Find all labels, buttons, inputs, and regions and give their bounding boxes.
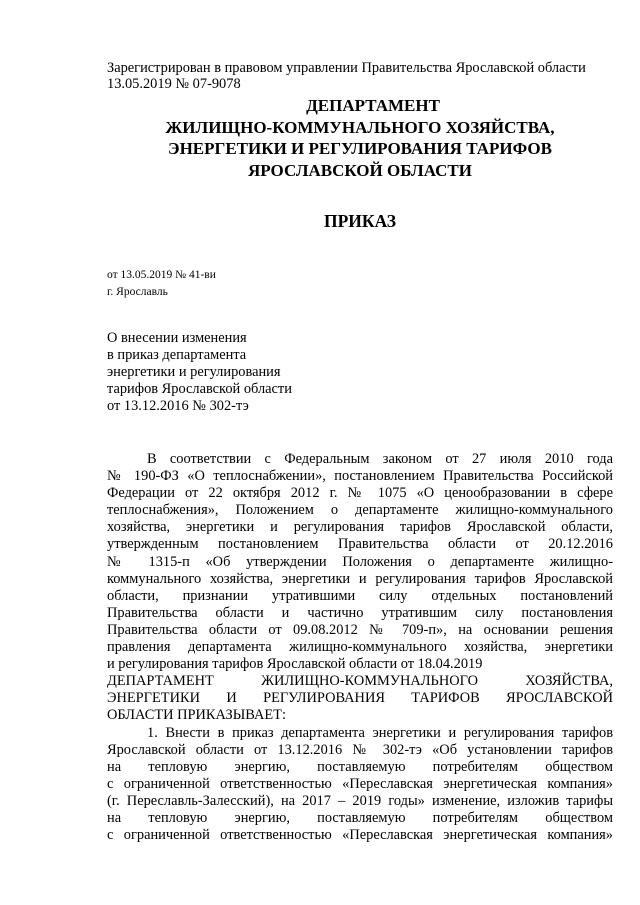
header-line: ЯРОСЛАВСКОЙ ОБЛАСТИ [248, 160, 472, 180]
order-subject [107, 330, 292, 415]
body-line: области, признании утратившими силу отдельных постановлений [107, 587, 613, 604]
body-line: ОБЛАСТИ ПРИКАЗЫВАЕТ: [107, 707, 286, 724]
order-date-block [107, 267, 216, 301]
body-line: Правительства области от 09.08.2012 № 709-п», на основании решения [107, 621, 613, 638]
body-line: и регулирования тарифов Ярославской области от 18.04.2019 [107, 656, 483, 673]
order-date-number: от 13.05.2019 № 41-ви [107, 269, 216, 281]
subject-line: энергетики и регулирования [107, 364, 281, 380]
body-line: № 190-ФЗ «О теплоснабжении», постановлением Правительства Российской [107, 468, 613, 485]
header-line: ДЕПАРТАМЕНТ [306, 96, 440, 115]
body-line: с ограниченной ответственностью «Переславская энергетическая компания» [107, 775, 613, 792]
body-line: (г. Переславль-Залесский), на 2017 – 2019 годы» изменение, изложив тарифы [107, 792, 613, 809]
subject-line: от 13.12.2016 № 302-тэ [107, 398, 249, 414]
body-line: на тепловую энергию, поставляемую потребителям обществом [107, 809, 613, 826]
body-line: утвержденным постановлением Правительства области от 20.12.2016 [107, 536, 613, 553]
department-header [107, 95, 613, 181]
document-type-title: ПРИКАЗ [323, 211, 397, 231]
document-body [107, 451, 613, 844]
body-line: ЭНЕРГЕТИКИ И РЕГУЛИРОВАНИЯ ТАРИФОВ ЯРОСЛАВСКОЙ [107, 690, 613, 707]
registration-number: 13.05.2019 № 07-9078 [107, 75, 241, 92]
subject-line: тарифов Ярославской области [107, 381, 292, 397]
body-line: с ограниченной ответственностью «Переславская энергетическая компания» [107, 827, 613, 844]
body-line: № 1315-п «Об утверждении Положения о департаменте жилищно- [107, 553, 613, 570]
registration-stamp [107, 61, 613, 93]
registration-line: Зарегистрирован в правовом управлении Правительства Ярославской области [107, 60, 586, 76]
header-line: ЖИЛИЩНО-КОММУНАЛЬНОГО ХОЗЯЙСТВА, [165, 117, 555, 137]
body-line: теплоснабжения», Положением о департаменте жилищно-коммунального [107, 502, 613, 519]
body-line: 1. Внести в приказ департамента энергетики и регулирования тарифов [147, 724, 613, 741]
order-city: г. Ярославль [107, 286, 168, 298]
body-line: хозяйства, энергетики и регулирования тарифов Ярославской области, [107, 519, 613, 536]
body-line: Правительства области и частично утратившим силу постановления [107, 604, 613, 621]
body-line: Федерации от 22 октября 2012 г. № 1075 «О ценообразовании в сфере [107, 485, 613, 502]
decree-paragraph [107, 673, 613, 724]
header-line: ЭНЕРГЕТИКИ И РЕГУЛИРОВАНИЯ ТАРИФОВ [168, 139, 552, 158]
body-line: Ярославской области от 13.12.2016 № 302-тэ «Об установлении тарифов [107, 741, 613, 758]
item-1-paragraph [107, 725, 613, 845]
subject-line: в приказ департамента [107, 347, 247, 363]
preamble-paragraph [107, 451, 613, 673]
body-line: коммунального хозяйства, энергетики и регулирования тарифов Ярославской [107, 570, 613, 587]
subject-line: О внесении изменения [107, 330, 247, 346]
body-line: ДЕПАРТАМЕНТ ЖИЛИЩНО-КОММУНАЛЬНОГО ХОЗЯЙСТВА, [107, 673, 613, 690]
body-line: В соответствии с Федеральным законом от 27 июля 2010 года [147, 451, 613, 467]
body-line: на тепловую энергию, поставляемую потребителям обществом [107, 758, 613, 775]
body-line: правления департамента жилищно-коммунального хозяйства, энергетики [107, 639, 613, 656]
